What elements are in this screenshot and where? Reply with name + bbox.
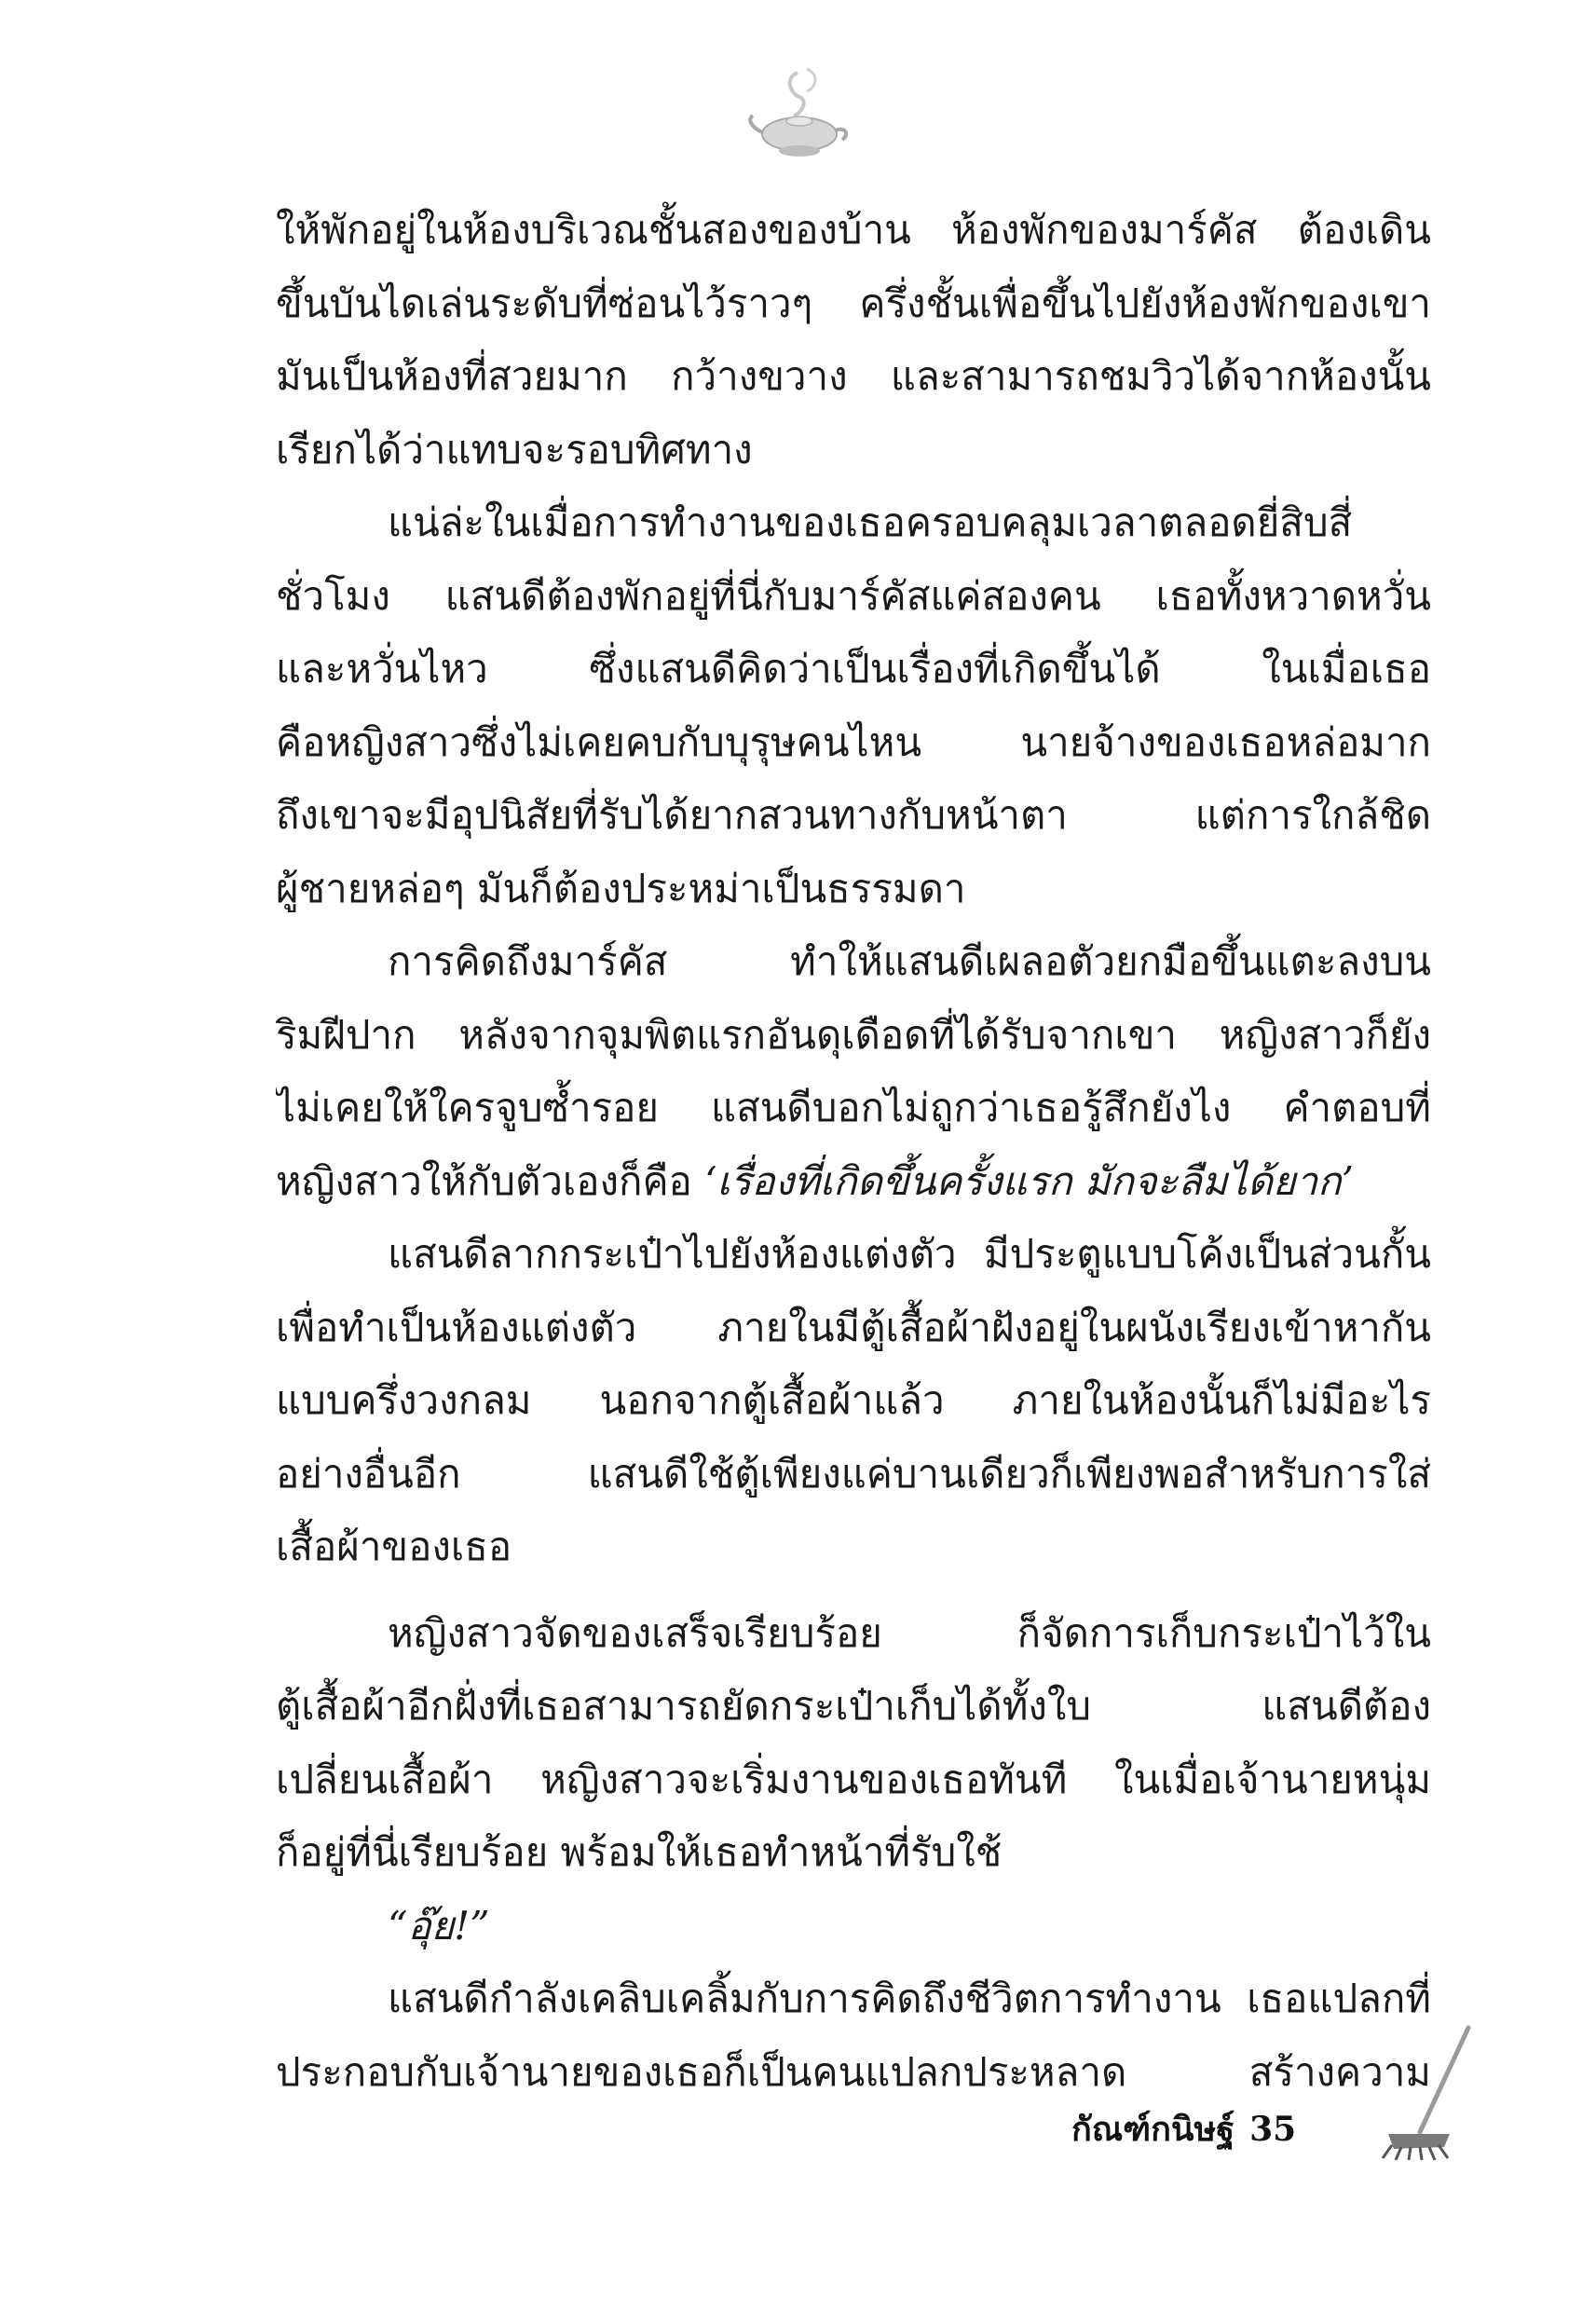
text-line: คือหญิงสาวซึ่งไม่เคยคบกับบุรุษคนไหน นายจ้างของเธอหล่อมาก — [276, 718, 1431, 765]
text-line: ประกอบกับเจ้านายของเธอก็เป็นคนแปลกประหลาด สร้างความ — [276, 2048, 1431, 2095]
text-line: แสนดีลากกระเป๋าไปยังห้องแต่งตัว มีประตูแบบโค้งเป็นส่วนกั้น — [388, 1231, 1431, 1277]
text-line: และหวั่นไหว ซึ่งแสนดีคิดว่าเป็นเรื่องที่เกิดขึ้นได้ ในเมื่อเธอ — [276, 646, 1431, 691]
text-line: แสนดีกำลังเคลิบเคลิ้มกับการคิดถึงชีวิตการทำงาน เธอแปลกที่ — [388, 1976, 1431, 2021]
text-line: เสื้อผ้าของเธอ — [276, 1524, 512, 1569]
text-line: ริมฝีปาก หลังจากจุมพิตแรกอันดุเดือดที่ได้รับจากเขา หญิงสาวก็ยัง — [276, 1011, 1431, 1058]
text-line: เรียกได้ว่าแทบจะรอบทิศทาง — [276, 426, 753, 472]
text-line: ขึ้นบันไดเล่นระดับที่ซ่อนไว้ราวๆ ครึ่งชั้นเพื่อขึ้นไปยังห้องพักของเขา — [276, 280, 1431, 326]
text-line: หญิงสาวจัดของเสร็จเรียบร้อย ก็จัดการเก็บกระเป๋าไว้ใน — [388, 1609, 1431, 1656]
body-text — [276, 194, 1431, 2109]
italic-quote: ‘เรื่องที่เกิดขึ้นครั้งแรก มักจะลืมได้ยาก’ — [704, 1157, 1354, 1204]
mop-icon — [1379, 2022, 1481, 2162]
page-footer — [1071, 2102, 1311, 2155]
text-line-with-quote — [276, 1145, 1431, 1219]
text-line: อย่างอื่นอีก แสนดีใช้ตู้เพียงแค่บานเดียวก็เพียงพอสำหรับการใส่ — [276, 1450, 1431, 1497]
text-line: แบบครึ่งวงกลม นอกจากตู้เสื้อผ้าแล้ว ภายในห้องนั้นก็ไม่มีอะไร — [276, 1377, 1431, 1423]
genie-lamp-icon — [742, 65, 853, 168]
text-line: ตู้เสื้อผ้าอีกฝั่งที่เธอสามารถยัดกระเป๋าเก็บได้ทั้งใบ แสนดีต้อง — [276, 1683, 1431, 1729]
text-segment: หญิงสาวให้กับตัวเองก็คือ — [276, 1157, 692, 1204]
text-line: แน่ล่ะในเมื่อการทำงานของเธอครอบคลุมเวลาตลอดยี่สิบสี่ — [388, 499, 1353, 545]
text-line: ถึงเขาจะมีอุปนิสัยที่รับได้ยากสวนทางกับหน้าตา แต่การใกล้ชิด — [276, 792, 1431, 838]
text-line: ชั่วโมง แสนดีต้องพักอยู่ที่นี่กับมาร์คัสแค่สองคน เธอทั้งหวาดหวั่น — [276, 572, 1431, 619]
text-line: เพื่อทำเป็นห้องแต่งตัว ภายในมีตู้เสื้อผ้าฝังอยู่ในผนังเรียงเข้าหากัน — [276, 1304, 1431, 1350]
page-number: 35 — [1249, 2110, 1297, 2149]
text-line: การคิดถึงมาร์คัส ทำให้แสนดีเผลอตัวยกมือขึ้นแตะลงบน — [388, 938, 1431, 984]
book-title: กัณฑ์กนิษฐ์ — [1071, 2110, 1235, 2149]
text-line: ให้พักอยู่ในห้องบริเวณชั้นสองของบ้าน ห้องพักของมาร์คัส ต้องเดิน — [276, 207, 1431, 253]
text-line: ก็อยู่ที่นี่เรียบร้อย พร้อมให้เธอทำหน้าที่รับใช้ — [276, 1829, 1003, 1875]
text-line: มันเป็นห้องที่สวยมาก กว้างขวาง และสามารถชมวิวได้จากห้องนั้น — [276, 353, 1431, 399]
text-line: ไม่เคยให้ใครจูบซ้ำรอย แสนดีบอกไม่ถูกว่าเธอรู้สึกยังไง คำตอบที่ — [276, 1085, 1431, 1130]
text-line: ผู้ชายหล่อๆ มันก็ต้องประหม่าเป็นธรรมดา — [276, 865, 966, 911]
dialogue-line: “อุ๊ย!” — [388, 1902, 490, 1949]
text-line: เปลี่ยนเสื้อผ้า หญิงสาวจะเริ่มงานของเธอทันที ในเมื่อเจ้านายหนุ่ม — [276, 1756, 1431, 1802]
